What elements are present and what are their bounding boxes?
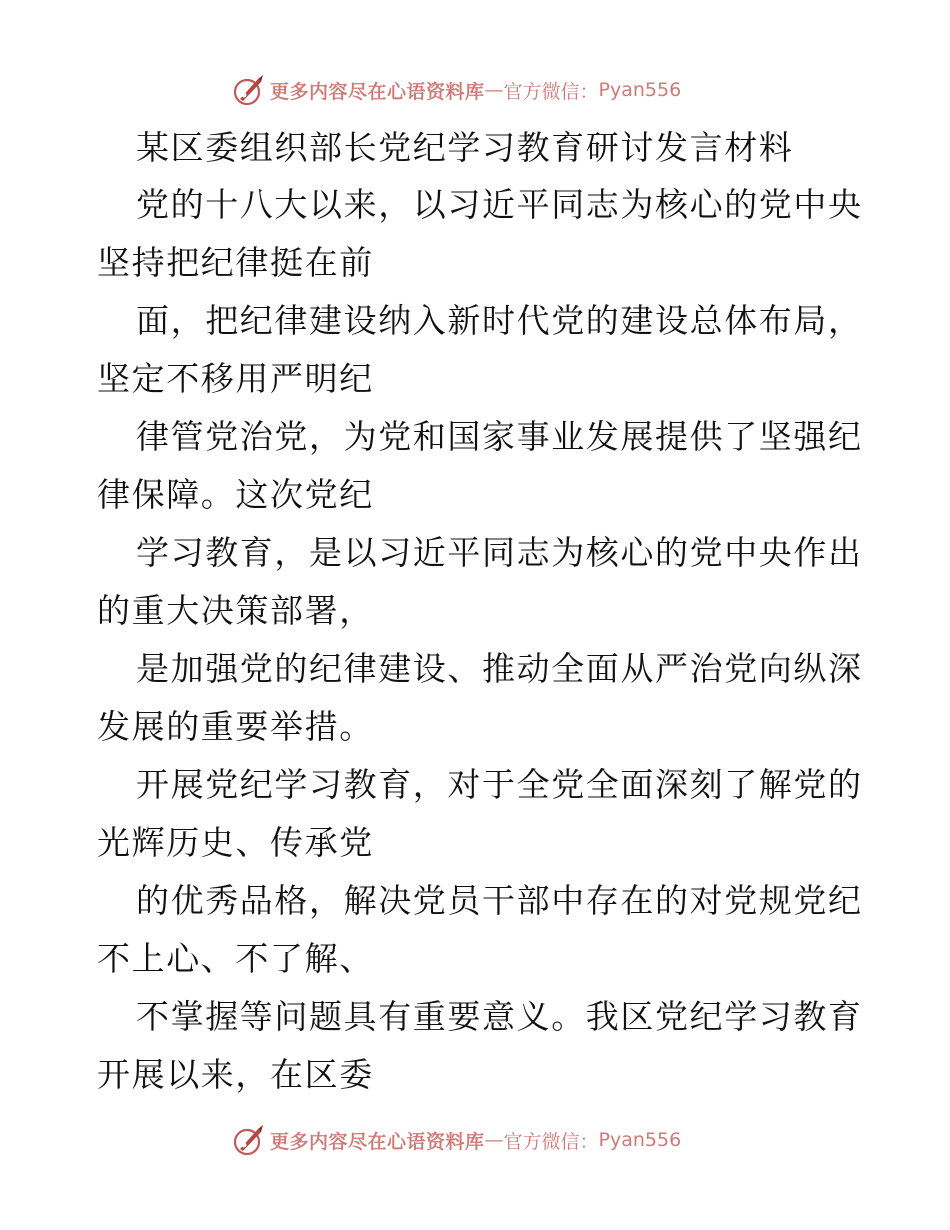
header-banner (232, 70, 712, 110)
header-banner-label: 官方微信： (503, 80, 599, 103)
text-line: 党的十八大以来，以习近平同志为核心的党中央 (136, 185, 863, 224)
text-line: 的重大决策部署， (97, 591, 374, 630)
text-line: 不掌握等问题具有重要意义。我区党纪学习教育 (136, 997, 863, 1036)
text-line: 是加强党的纪律建设、推动全面从严治党向纵深 (136, 649, 863, 688)
text-line: 的优秀品格，解决党员干部中存在的对党规党纪 (136, 881, 863, 920)
document-title: 某区委组织部长党纪学习教育研讨发言材料 (136, 128, 794, 167)
header-banner-id: Pyan556 (598, 79, 682, 101)
footer-banner-dash: — (484, 1129, 504, 1151)
quill-pen-logo-icon (232, 73, 266, 107)
text-line: 开展以来，在区委 (97, 1055, 374, 1094)
header-banner-dash: — (484, 79, 504, 101)
text-line: 坚定不移用严明纪 (97, 359, 374, 398)
text-line: 律管党治党，为党和国家事业发展提供了坚强纪 (136, 417, 863, 456)
quill-pen-logo-icon (232, 1123, 266, 1157)
footer-banner-main: 更多内容尽在心语资料库 (270, 1130, 485, 1153)
text-line: 不上心、不了解、 (97, 939, 374, 978)
footer-banner (232, 1120, 712, 1160)
text-line: 发展的重要举措。 (97, 707, 374, 746)
text-line: 律保障。这次党纪 (97, 475, 374, 514)
text-line: 面，把纪律建设纳入新时代党的建设总体布局， (136, 301, 863, 340)
text-line: 开展党纪学习教育，对于全党全面深刻了解党的 (136, 765, 863, 804)
footer-banner-label: 官方微信： (503, 1130, 599, 1153)
text-line: 光辉历史、传承党 (97, 823, 374, 862)
text-line: 学习教育，是以习近平同志为核心的党中央作出 (136, 533, 863, 572)
header-banner-main: 更多内容尽在心语资料库 (270, 80, 485, 103)
footer-banner-id: Pyan556 (598, 1129, 682, 1151)
text-line: 坚持把纪律挺在前 (97, 243, 374, 282)
